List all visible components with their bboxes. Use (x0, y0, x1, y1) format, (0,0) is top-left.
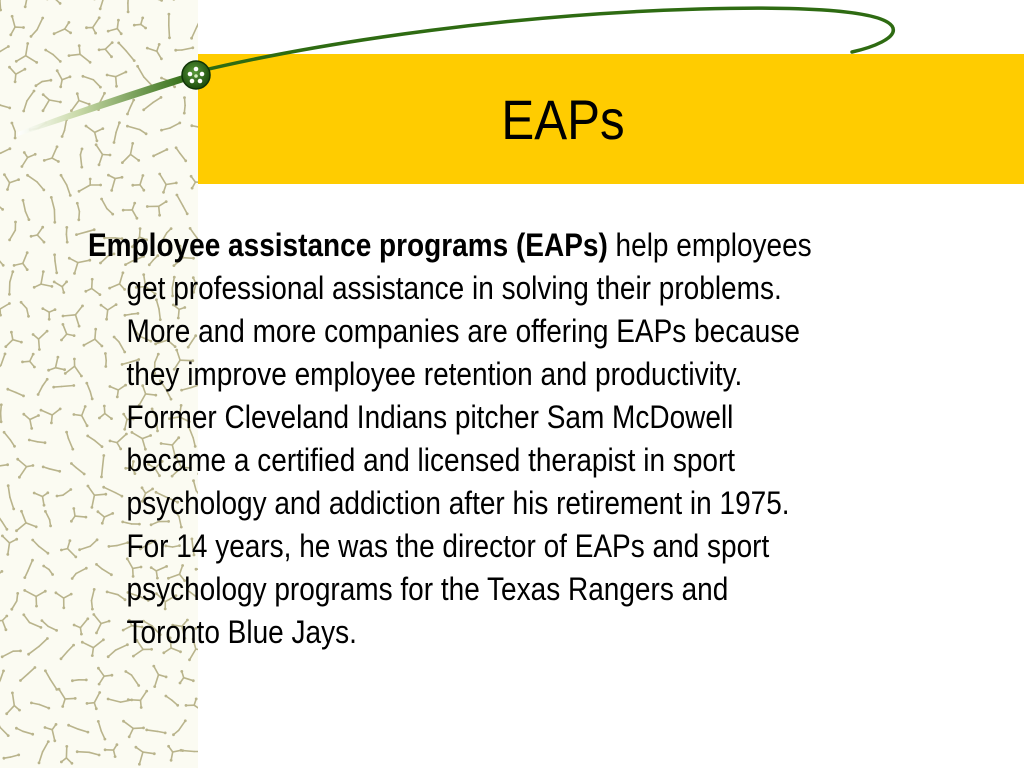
pattern-glyph (97, 667, 113, 686)
pattern-glyph (44, 669, 58, 690)
pattern-glyph (21, 353, 36, 369)
pattern-glyph (145, 729, 166, 735)
pattern-glyph (56, 69, 72, 88)
pattern-glyph (56, 488, 73, 497)
pattern-glyph (47, 356, 66, 372)
pattern-glyph (62, 305, 84, 328)
pattern-glyph (152, 148, 168, 157)
pattern-glyph (131, 174, 145, 192)
pattern-glyph (127, 0, 130, 13)
pattern-glyph (9, 15, 24, 36)
pattern-glyph (100, 198, 114, 216)
pattern-glyph (33, 491, 49, 506)
pattern-glyph (22, 199, 31, 221)
pattern-glyph (122, 202, 139, 220)
pattern-glyph (106, 71, 128, 88)
pattern-glyph (60, 644, 75, 661)
pattern-glyph (76, 202, 80, 221)
pattern-glyph (71, 679, 88, 683)
pattern-glyph (146, 200, 168, 216)
body-line-2: get professional assistance in solving their problems. (126, 270, 782, 306)
pattern-glyph (58, 688, 77, 708)
pattern-glyph (76, 750, 101, 756)
pattern-glyph (70, 507, 87, 522)
pattern-glyph (35, 79, 53, 87)
pattern-glyph (0, 101, 11, 110)
pattern-glyph (21, 151, 37, 168)
pattern-glyph (185, 698, 198, 714)
pattern-glyph (73, 405, 89, 427)
pattern-glyph (85, 125, 105, 143)
pattern-glyph (97, 92, 106, 111)
pattern-glyph (174, 46, 194, 51)
pattern-glyph (52, 384, 75, 388)
pattern-glyph (29, 122, 48, 132)
pattern-glyph (0, 45, 10, 57)
pattern-glyph (61, 118, 68, 138)
body-line-6: became a certified and licensed therapist in sport (126, 442, 736, 478)
pattern-glyph (37, 378, 49, 396)
pattern-glyph (181, 749, 198, 753)
pattern-glyph (23, 559, 34, 579)
pattern-glyph (15, 510, 37, 532)
body-line-8: For 14 years, he was the director of EAPs and sport (126, 528, 770, 564)
pattern-glyph (33, 270, 54, 288)
pattern-glyph (126, 99, 135, 116)
pattern-glyph (95, 143, 112, 166)
pattern-glyph (165, 695, 180, 707)
pattern-glyph (0, 302, 11, 316)
pattern-glyph (15, 42, 38, 64)
pattern-glyph (60, 539, 77, 558)
pattern-glyph (184, 76, 198, 79)
pattern-glyph (126, 125, 148, 136)
pattern-glyph (30, 702, 50, 710)
pattern-glyph (1, 535, 18, 556)
pattern-glyph (27, 637, 49, 656)
pattern-glyph (117, 42, 135, 62)
pattern-glyph (31, 539, 49, 555)
pattern-glyph (183, 96, 186, 114)
pattern-glyph (53, 253, 58, 274)
pattern-glyph (40, 408, 62, 425)
pattern-glyph (175, 146, 187, 162)
pattern-glyph (135, 746, 156, 766)
pattern-glyph (82, 75, 102, 89)
bold-lead-term: Employee assistance programs (EAPs) (88, 227, 608, 263)
pattern-glyph (121, 142, 140, 164)
pattern-glyph (142, 96, 162, 111)
pattern-glyph (30, 226, 46, 244)
body-line-4: they improve employee retention and productivity. (126, 356, 743, 392)
pattern-glyph (70, 92, 91, 112)
pattern-glyph (5, 692, 21, 716)
pattern-glyph (3, 173, 20, 191)
pattern-glyph (172, 719, 187, 736)
pattern-glyph (146, 43, 163, 60)
pattern-glyph (136, 65, 154, 88)
pattern-glyph (32, 330, 49, 351)
pattern-glyph (104, 743, 119, 758)
pattern-glyph (0, 0, 2, 11)
pattern-glyph (160, 122, 181, 132)
pattern-glyph (97, 0, 117, 10)
pattern-glyph (55, 591, 73, 609)
pattern-glyph (133, 17, 147, 30)
pattern-glyph (124, 670, 140, 687)
pattern-glyph (13, 251, 29, 271)
pattern-glyph (53, 21, 72, 35)
pattern-glyph (0, 403, 3, 423)
pattern-glyph (11, 122, 17, 140)
pattern-glyph (152, 665, 167, 688)
pattern-glyph (0, 458, 9, 475)
pattern-glyph (23, 589, 46, 607)
pattern-glyph (3, 754, 21, 760)
pattern-glyph (144, 0, 164, 2)
pattern-glyph (42, 93, 62, 112)
pattern-glyph (60, 745, 73, 765)
pattern-glyph (107, 19, 123, 35)
pattern-glyph (22, 90, 35, 113)
body-line-5: Former Cleveland Indians pitcher Sam McDowell (126, 399, 734, 435)
pattern-glyph (0, 512, 8, 531)
pattern-glyph (0, 250, 5, 266)
pattern-glyph (60, 174, 72, 197)
pattern-glyph (167, 745, 182, 762)
pattern-glyph (113, 121, 121, 144)
pattern-glyph (10, 592, 19, 611)
pattern-glyph (26, 174, 45, 191)
body-line-7: psychology and addiction after his retirement in 1975. (126, 485, 790, 521)
pattern-glyph (8, 221, 17, 242)
pattern-glyph (42, 565, 54, 576)
pattern-glyph (168, 13, 171, 39)
pattern-glyph (68, 44, 92, 63)
pattern-glyph (0, 615, 8, 632)
pattern-glyph (0, 193, 4, 211)
pattern-glyph (50, 196, 56, 224)
pattern-glyph (44, 49, 61, 63)
pattern-glyph (24, 0, 30, 8)
body-line-1 (88, 224, 876, 267)
pattern-glyph (80, 148, 83, 169)
pattern-glyph (20, 301, 30, 318)
pattern-glyph (0, 147, 11, 158)
pattern-glyph (190, 124, 198, 131)
pattern-glyph (43, 145, 60, 163)
pattern-glyph (22, 613, 42, 628)
pattern-glyph (0, 570, 3, 587)
pattern-glyph (98, 41, 114, 58)
pattern-glyph (15, 727, 34, 736)
pattern-glyph (8, 270, 14, 295)
pattern-glyph (190, 175, 198, 190)
pattern-glyph (19, 666, 36, 682)
pattern-glyph (44, 510, 52, 527)
pattern-glyph (60, 323, 75, 341)
pattern-glyph (0, 670, 5, 689)
pattern-glyph (64, 358, 83, 378)
pattern-glyph (53, 280, 68, 294)
pattern-glyph (85, 16, 101, 34)
pattern-glyph (122, 720, 145, 738)
pattern-glyph (16, 458, 34, 479)
pattern-glyph (78, 178, 102, 193)
pattern-glyph (46, 0, 63, 5)
pattern-glyph (4, 331, 22, 348)
pattern-glyph (172, 0, 196, 1)
pattern-glyph (28, 439, 46, 445)
body-line-10: Toronto Blue Jays. (126, 614, 357, 650)
pattern-glyph (192, 0, 198, 7)
body-paragraph (88, 224, 876, 654)
pattern-glyph (0, 353, 6, 372)
pattern-glyph (8, 66, 26, 83)
pattern-glyph (41, 619, 58, 632)
pattern-glyph (30, 17, 44, 38)
pattern-glyph (190, 20, 198, 40)
body-line-1-rest: help employees (607, 227, 812, 263)
pattern-glyph (41, 307, 56, 320)
pattern-glyph (65, 431, 74, 451)
pattern-glyph (71, 567, 88, 580)
pattern-glyph (160, 77, 176, 89)
pattern-glyph (1, 650, 22, 659)
pattern-glyph (107, 174, 123, 192)
pattern-glyph (3, 431, 16, 448)
pattern-glyph (38, 740, 50, 764)
pattern-glyph (70, 462, 86, 475)
pattern-glyph (127, 690, 148, 709)
pattern-glyph (97, 720, 106, 740)
body-line-3: More and more companies are offering EAPs because (126, 313, 800, 349)
pattern-glyph (176, 194, 189, 216)
pattern-glyph (22, 413, 39, 430)
pattern-glyph (179, 670, 195, 684)
pattern-glyph (86, 691, 102, 710)
pattern-glyph (42, 466, 61, 473)
pattern-glyph (6, 388, 25, 397)
pattern-glyph (67, 724, 89, 734)
pattern-glyph (44, 723, 58, 742)
pattern-glyph (65, 226, 68, 244)
body-line-9: psychology programs for the Texas Rangers and (126, 571, 729, 607)
pattern-glyph (158, 173, 177, 194)
pattern-glyph (7, 484, 15, 510)
slide-title: EAPs (501, 87, 625, 151)
pattern-glyph (73, 617, 90, 635)
pattern-glyph (0, 715, 10, 737)
